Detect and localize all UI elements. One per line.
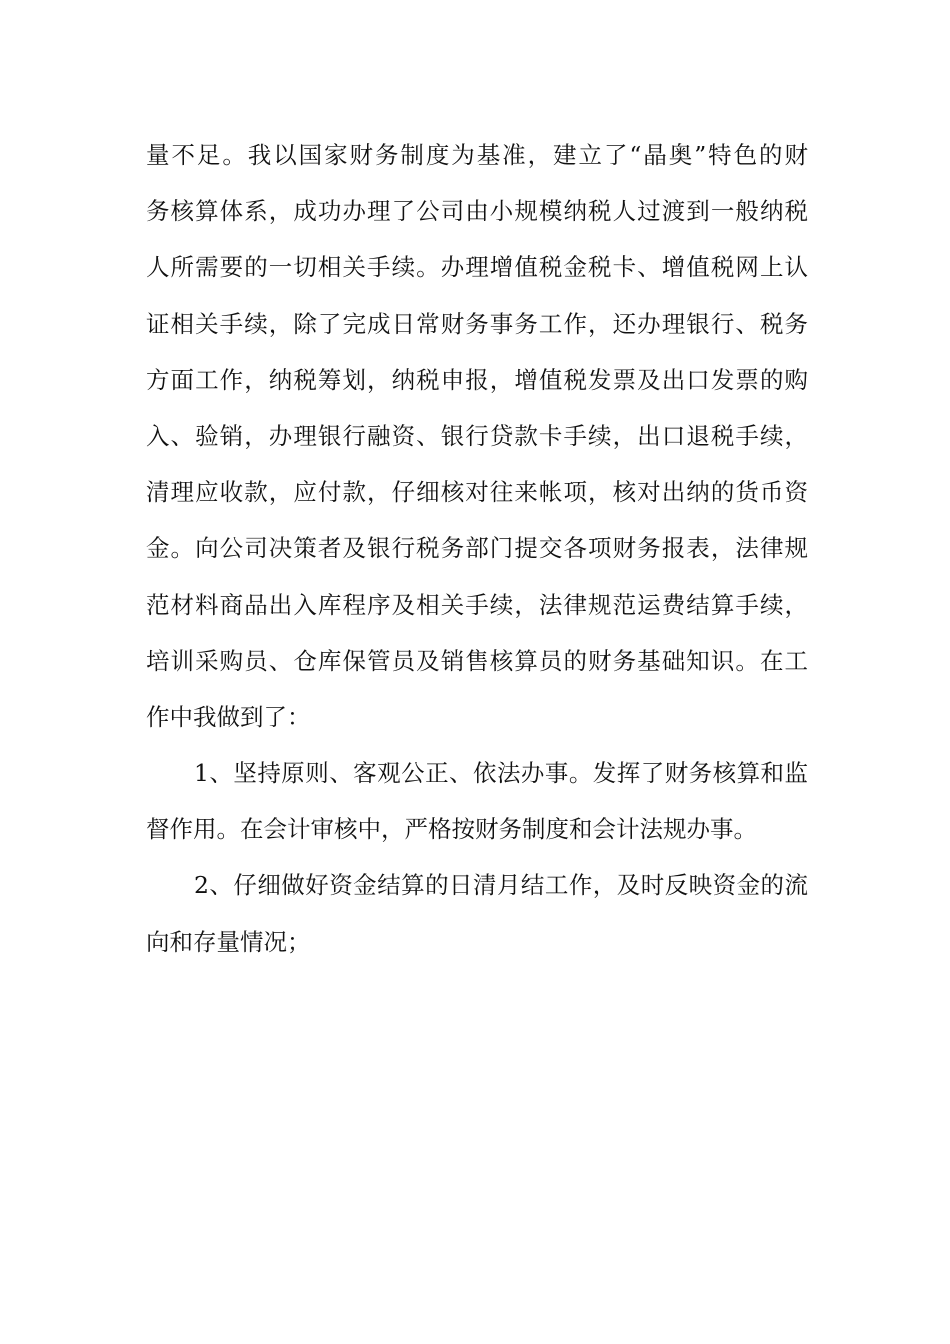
document-body: [146, 133, 808, 976]
list-item-1-line-2: 督作用。在会计审核中，严格按财务制度和会计法规办事。: [146, 815, 757, 844]
text-line-9: 范材料商品出入库程序及相关手续，法律规范运费结算手续，: [146, 590, 808, 619]
text-line-2: 务核算体系，成功办理了公司由小规模纳税人过渡到一般纳税: [146, 197, 808, 226]
list-item-1-line-1: 1、坚持原则、客观公正、依法办事。发挥了财务核算和监: [194, 759, 808, 788]
text-line-11: 作中我做到了：: [146, 702, 311, 731]
list-item-2-line-2: 向和存量情况；: [146, 927, 311, 956]
text-line-1: 量不足。我以国家财务制度为基准，建立了“晶奥”特色的财: [146, 141, 808, 169]
list-item-2-line-1: 2、仔细做好资金结算的日清月结工作，及时反映资金的流: [194, 871, 808, 900]
text-line-8: 金。向公司决策者及银行税务部门提交各项财务报表，法律规: [146, 534, 808, 563]
text-line-7: 清理应收款，应付款，仔细核对往来帐项，核对出纳的货币资: [146, 478, 808, 507]
text-line-6: 入、验销，办理银行融资、银行贷款卡手续，出口退税手续，: [146, 421, 808, 450]
text-line-3: 人所需要的一切相关手续。办理增值税金税卡、增值税网上认: [146, 253, 808, 282]
text-line-4: 证相关手续，除了完成日常财务事务工作，还办理银行、税务: [146, 309, 808, 338]
text-line-5: 方面工作，纳税筹划，纳税申报，增值税发票及出口发票的购: [146, 365, 808, 394]
text-line-10: 培训采购员、仓库保管员及销售核算员的财务基础知识。在工: [146, 646, 808, 675]
